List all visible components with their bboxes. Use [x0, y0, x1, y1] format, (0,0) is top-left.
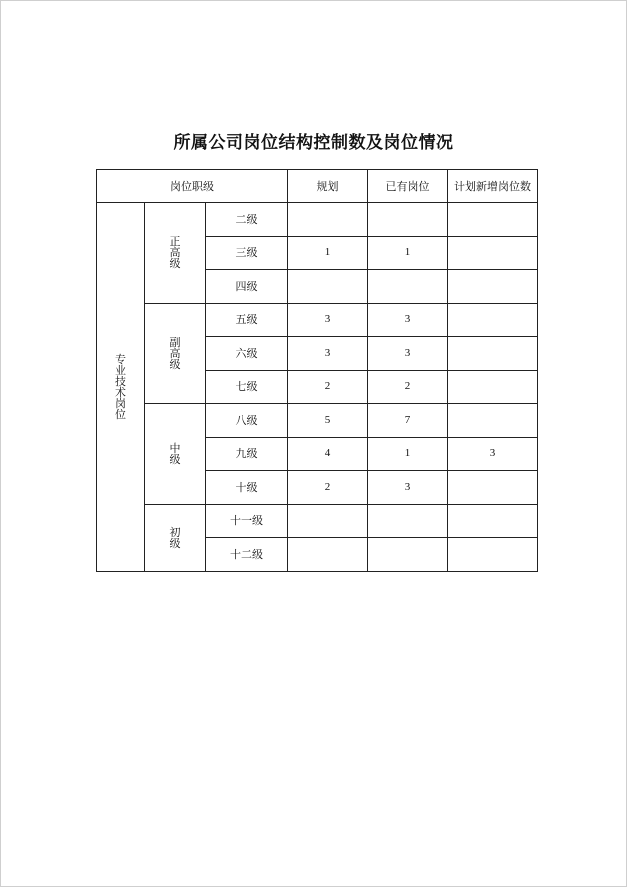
existing-cell — [368, 270, 448, 304]
planned-cell: 2 — [288, 370, 368, 404]
new-cell — [448, 471, 538, 505]
category-label-char: 技 — [115, 374, 126, 388]
group-label-char: 初 — [169, 525, 181, 539]
table-row — [97, 404, 538, 438]
grade-cell: 六级 — [206, 337, 288, 371]
category-label — [97, 203, 145, 572]
existing-cell — [368, 538, 448, 572]
grade-cell: 二级 — [206, 203, 288, 237]
group-label-char: 高 — [169, 346, 181, 360]
group-label — [145, 404, 206, 505]
grade-cell: 八级 — [206, 404, 288, 438]
grade-cell: 五级 — [206, 303, 288, 337]
existing-cell: 1 — [368, 437, 448, 471]
planned-cell: 4 — [288, 437, 368, 471]
group-label-char: 级 — [169, 357, 181, 371]
group-label — [145, 203, 206, 304]
existing-cell: 3 — [368, 337, 448, 371]
table-row — [97, 203, 538, 237]
header-position-grade: 岗位职级 — [97, 170, 288, 203]
planned-cell — [288, 538, 368, 572]
new-cell — [448, 504, 538, 538]
existing-cell: 7 — [368, 404, 448, 438]
group-label — [145, 303, 206, 404]
category-label-char: 专 — [115, 352, 126, 366]
new-cell — [448, 370, 538, 404]
planned-cell: 2 — [288, 471, 368, 505]
new-cell — [448, 236, 538, 270]
existing-cell: 2 — [368, 370, 448, 404]
grade-cell: 九级 — [206, 437, 288, 471]
header-new-planned: 计划新增岗位数 — [448, 170, 538, 203]
existing-cell: 3 — [368, 303, 448, 337]
category-label-char: 术 — [115, 385, 126, 399]
existing-cell: 3 — [368, 471, 448, 505]
existing-cell — [368, 504, 448, 538]
planned-cell — [288, 504, 368, 538]
grade-cell: 七级 — [206, 370, 288, 404]
new-cell — [448, 404, 538, 438]
planned-cell — [288, 270, 368, 304]
grade-cell: 四级 — [206, 270, 288, 304]
group-label-char: 中 — [169, 441, 181, 455]
category-label-char: 位 — [115, 407, 126, 421]
group-label-char: 级 — [169, 257, 181, 271]
group-label-char: 副 — [169, 335, 181, 349]
table-header-row — [97, 170, 538, 203]
group-label — [145, 504, 206, 571]
group-label-char: 级 — [169, 452, 181, 466]
group-label-char: 级 — [169, 536, 181, 550]
table-row — [97, 303, 538, 337]
new-cell — [448, 538, 538, 572]
planned-cell — [288, 203, 368, 237]
grade-cell: 十二级 — [206, 538, 288, 572]
category-label-char: 业 — [115, 363, 126, 377]
planned-cell: 5 — [288, 404, 368, 438]
grade-cell: 十级 — [206, 471, 288, 505]
new-cell — [448, 303, 538, 337]
existing-cell — [368, 203, 448, 237]
new-cell — [448, 337, 538, 371]
group-label-char: 正 — [169, 235, 181, 249]
grade-cell: 十一级 — [206, 504, 288, 538]
document-title: 所属公司岗位结构控制数及岗位情况 — [173, 133, 454, 153]
planned-cell: 3 — [288, 303, 368, 337]
header-existing: 已有岗位 — [368, 170, 448, 203]
new-cell — [448, 203, 538, 237]
group-label-char: 高 — [169, 246, 181, 260]
planned-cell: 1 — [288, 236, 368, 270]
table-row — [97, 504, 538, 538]
header-planned: 规划 — [288, 170, 368, 203]
new-cell: 3 — [448, 437, 538, 471]
category-label-char: 岗 — [115, 396, 126, 410]
existing-cell: 1 — [368, 236, 448, 270]
position-structure-table — [96, 169, 538, 572]
planned-cell: 3 — [288, 337, 368, 371]
grade-cell: 三级 — [206, 236, 288, 270]
new-cell — [448, 270, 538, 304]
